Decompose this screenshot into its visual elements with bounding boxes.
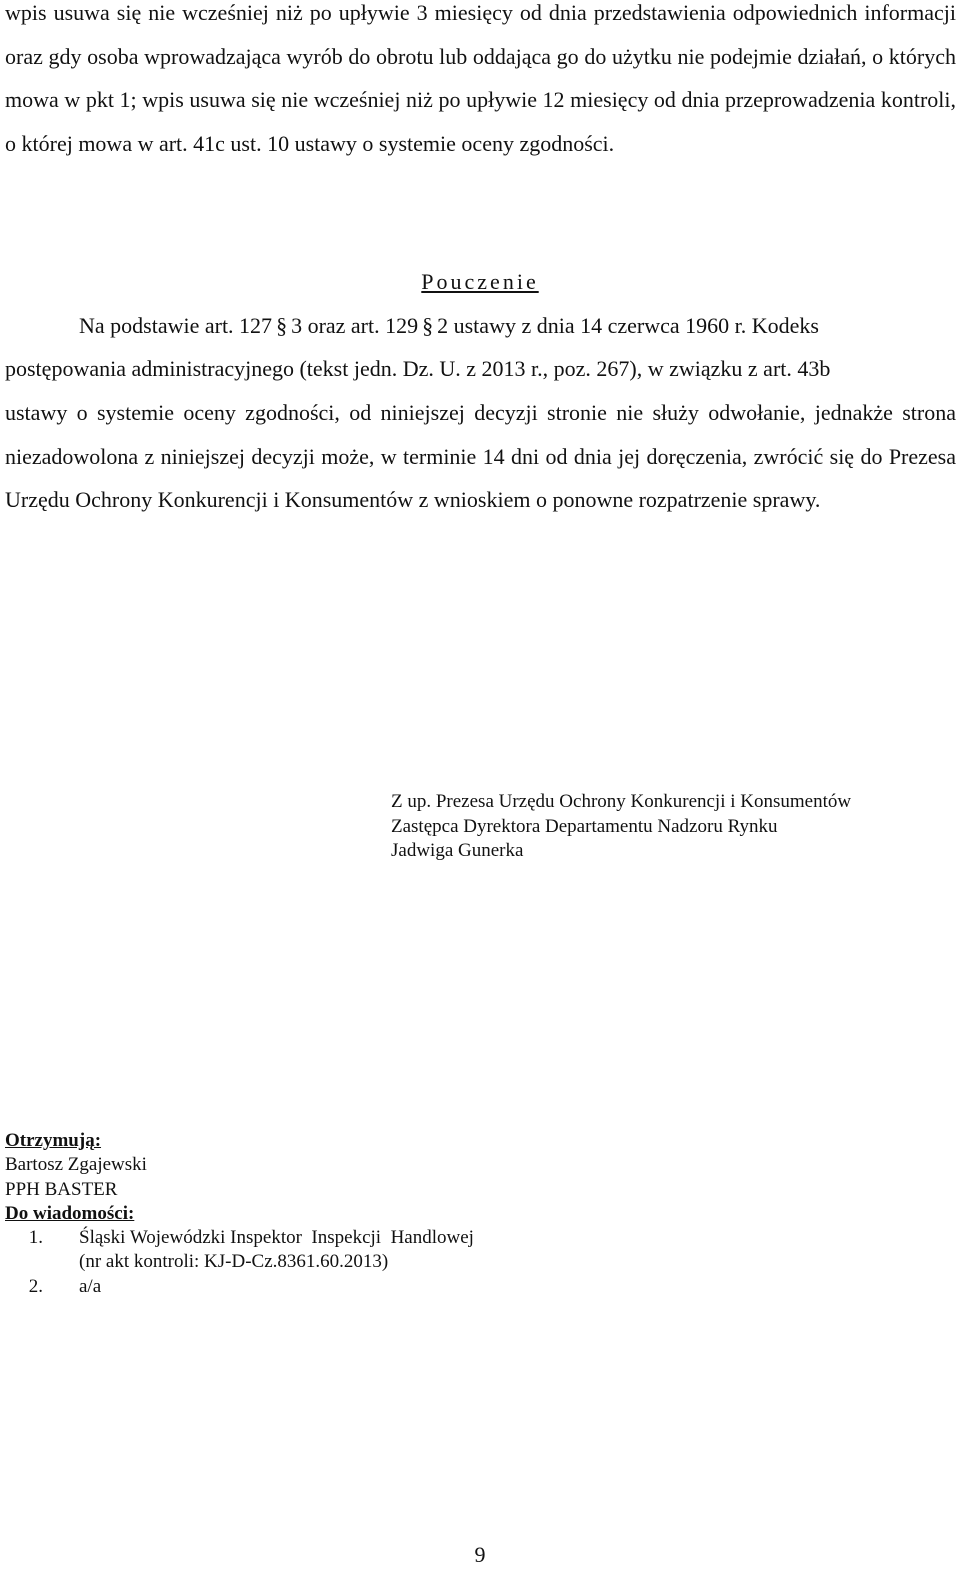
cc-list-number: [5, 1250, 79, 1274]
cc-list-item: [5, 1275, 474, 1299]
paragraph-continuation: wpis usuwa się nie wcześniej niż po upływie 3 miesięcy od dnia przedstawienia odpowiednich informacji oraz gdy osoba wprowadzająca wyrób do obrotu lub oddająca go do użytku nie podejmie działań, o których mowa w pkt 1; wpis usuwa się nie wcześniej niż po upływie 12 miesięcy od dnia przeprowadzenia kontroli, o której mowa w art. 41c ust. 10 ustawy o systemie oceny zgodności.: [5, 0, 956, 156]
cc-list-text: a/a: [79, 1275, 102, 1297]
cc-heading: Do wiadomości:: [5, 1202, 135, 1224]
legal-basis-part-a: Na podstawie art. 127: [79, 313, 273, 338]
legal-basis-part-b: 3 oraz art. 129: [291, 313, 419, 338]
cc-list-number: 2.: [28, 1275, 43, 1297]
recipients-block: [5, 1129, 474, 1299]
recipient-item: PPH BASTER: [5, 1178, 118, 1200]
cc-list-text: Śląski Wojewódzki Inspektor Inspekcji Handlowej: [79, 1227, 474, 1249]
signature-line-name: Jadwiga Gunerka: [391, 840, 524, 861]
recipient-item: Bartosz Zgajewski: [5, 1154, 147, 1176]
cc-list-number: 1.: [28, 1227, 43, 1249]
legal-basis-line-2: postępowania administracyjnego (tekst jedn. Dz. U. z 2013 r., poz. 267), w związku z art. 43b: [5, 356, 831, 381]
cc-list-item: [5, 1226, 474, 1250]
section-sign-icon: §: [422, 313, 434, 338]
recipients-heading: Otrzymują:: [5, 1130, 102, 1151]
signature-line-title: Zastępca Dyrektora Departamentu Nadzoru Rynku: [391, 815, 778, 837]
signature-line-authority: Z up. Prezesa Urzędu Ochrony Konkurencji i Konsumentów: [391, 791, 852, 812]
cc-list-text: (nr akt kontroli: KJ-D-Cz.8361.60.2013): [79, 1251, 389, 1273]
instruction-paragraph: ustawy o systemie oceny zgodności, od niniejszej decyzji stronie nie służy odwołanie, jednakże strona niezadowolona z niniejszej decyzji może, w terminie 14 dni od dnia jej doręczenia, zwrócić się do Prezesa Urzędu Ochrony Konkurencji i Konsumentów z wnioskiem o ponowne rozpatrzenie sprawy.: [5, 400, 956, 512]
section-heading-text: Pouczenie: [421, 269, 539, 294]
section-heading: [0, 269, 960, 295]
signature-block: [391, 790, 851, 864]
section-sign-icon: §: [276, 313, 288, 338]
legal-basis-line-1: [79, 313, 956, 339]
page-number: 9: [474, 1542, 486, 1567]
legal-basis-part-c: 2 ustawy z dnia 14 czerwca 1960 r. Kodeks: [437, 313, 819, 338]
cc-list-item: [5, 1250, 474, 1274]
